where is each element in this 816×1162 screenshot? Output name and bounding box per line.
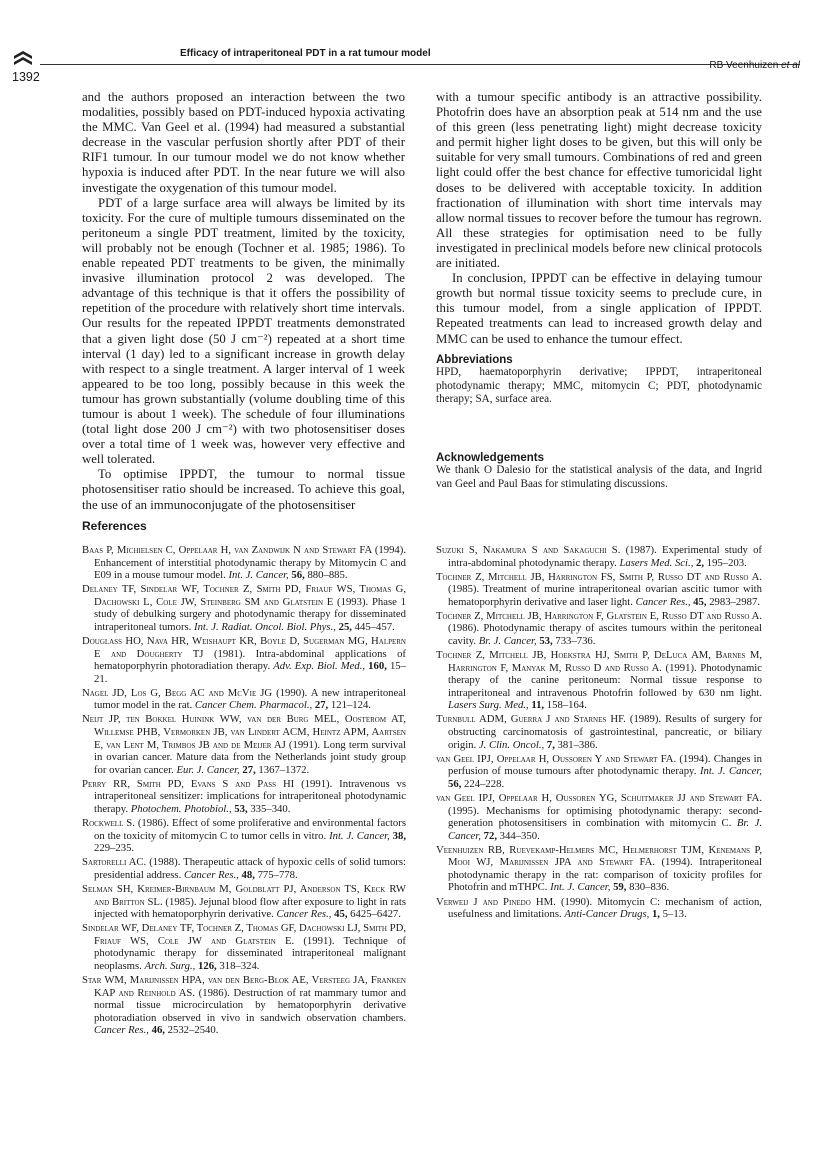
reference-journal: Int. J. Cancer, <box>550 881 611 894</box>
reference-authors: Sindelar WF, Delaney TF, Tochner Z, Thomas GF, Dachowski LJ, Smith PD, Friauf WS, Cole JW and Glatstein E. (1991). <box>82 922 406 947</box>
reference-journal: Adv. Exp. Biol. Med., <box>273 660 366 673</box>
reference-title: Intra-abdominal applications of hematoporphyrin photoradiation therapy. <box>94 647 406 673</box>
reference-pages: 381–386. <box>554 738 598 751</box>
reference-pages: 224–228. <box>461 777 505 790</box>
reference-journal: Int. J. Radiat. Oncol. Biol. Phys., <box>194 620 336 633</box>
reference-authors: Verweij J and Pinedo HM. (1990). <box>436 895 593 908</box>
reference-volume: 27, <box>312 699 329 712</box>
reference-entry <box>436 544 762 569</box>
reference-title: Effect of some proliferative and environmental factors on the toxicity of mitomycin C to tumor cells in vitro. <box>94 817 406 842</box>
reference-entry <box>82 883 406 921</box>
reference-pages: 5–13. <box>659 908 687 921</box>
reference-volume: 27, <box>239 763 256 776</box>
reference-authors: Rockwell S. (1986). <box>82 817 169 830</box>
reference-pages: 2983–2987. <box>706 595 760 608</box>
reference-entry <box>436 713 762 751</box>
reference-authors: Baas P, Michielsen C, Oppelaar H, van Zandwijk N and Stewart FA (1994). <box>82 544 406 556</box>
paragraph: PDT of a large surface area will always be limited by its toxicity. For the cure of multiple tumours disseminated on the peritoneum a single PDT treatment, limited by the toxicity, will probably not be enough (Tochner et al. 1985; 1986). To enable repeated PDT treatments to be given, the minimally invasive illumination protocol 2 was developed. The advantage of this technique is that it offers the possibility of repetition of the procedure with relatively short time intervals. Our results for the repeated IPPDT treatments demonstrated that a given light dose (50 J cm⁻²) repeated at a short time interval (1 day) led to a significant increase in growth delay with respect to a single treatment. A larger interval of 1 week appeared to be too long, possibly because in this week the tumour has grown substantially (volume doubling time of this tumour is about 1 week). The schedule of four illuminations (total light dose 200 J cm⁻²) with two photosensitiser doses over a total time of 1 week was, however very effective and well tolerated. <box>82 195 405 467</box>
reference-entry <box>436 844 762 894</box>
reference-pages: 318–324. <box>216 959 260 972</box>
reference-authors: Tochner Z, Mitchell JB, Hoekstra HJ, Smith P, DeLuca AM, Barnes M, Harrington F, Manyak M, Russo D and Russo A. (1991). <box>436 649 762 674</box>
reference-volume: 56, <box>448 777 462 790</box>
reference-title: Therapeutic attack of hypoxic cells of solid tumors: presidential address. <box>94 856 406 881</box>
reference-volume: 46, <box>148 1024 165 1037</box>
reference-journal: J. Clin. Oncol., <box>478 738 545 751</box>
reference-authors: Suzuki S, Nakamura S and Sakaguchi S. (1987). <box>436 544 657 556</box>
reference-volume: 72, <box>480 829 497 842</box>
reference-pages: 445–457. <box>351 620 395 633</box>
reference-journal: Cancer Res., <box>183 868 239 881</box>
reference-journal: Br. J. Cancer, <box>448 817 763 842</box>
reference-authors: Perry RR, Smith PD, Evans S and Pass HI (1991). <box>82 777 333 790</box>
reference-journal: Br. J. Cancer, <box>478 635 537 648</box>
reference-pages: 229–235. <box>94 842 135 855</box>
reference-pages: 733–736. <box>552 635 596 648</box>
reference-journal: Lasers Surg. Med., <box>448 699 529 712</box>
reference-volume: 48, <box>238 868 255 881</box>
reference-title: Experimental study of intra-abdominal photodynamic therapy. <box>448 544 762 569</box>
reference-entry <box>82 583 406 633</box>
paragraph: In conclusion, IPPDT can be effective in delaying tumour growth but normal tissue toxicity seems to preclude cure, in this tumour model, from a single application of IPPDT. Repeated treatments can lead to increased growth delay and MMC can be used to enhance the tumour effect. <box>436 271 762 346</box>
reference-title: Enhancement of interstitial photodynamic therapy by Mitomycin C and E09 in a mouse tumour model. <box>94 556 406 582</box>
reference-title: Destruction of rat mammary tumor and normal tissue microcirculation by hematoporphyrin derivative photoradiation observed in vivo in sandwich observation chambers. <box>94 986 406 1024</box>
reference-pages: 6425–6427. <box>347 908 401 921</box>
reference-pages: 195–203. <box>704 556 747 569</box>
reference-title: Results of surgery for obstructing carcinomatosis of gastrointestinal, pancreatic, or biliary origin. <box>448 713 763 751</box>
body-column-right <box>436 90 762 347</box>
reference-authors: Veenhuizen RB, Ruevekamp-Helmers MC, Helmerhorst TJM, Kenemans P, Mooi WJ, Marijnissen JPA and Stewart FA. (1994). <box>436 843 762 869</box>
reference-volume: 38, <box>389 829 406 842</box>
reference-title: Changes in perfusion of mouse tumours after photodynamic therapy. <box>448 752 762 778</box>
reference-authors: van Geel IPJ, Oppelaar H, Oussoren YG, Schuitmaker JJ and Stewart FA. (1995). <box>436 791 762 817</box>
reference-entry <box>436 571 762 609</box>
reference-title: Photodynamic therapy of the canine peritoneum: Normal tissue response to intraperitoneal and intravenous Photofrin followed by 630 nm light. <box>448 661 762 699</box>
reference-pages: 880–885. <box>304 569 348 582</box>
reference-volume: 25, <box>335 620 352 633</box>
reference-volume: 53, <box>536 635 553 648</box>
reference-title: Phase 1 study of debulking surgery and photodynamic therapy for disseminated intraperitoneal tumors. <box>94 595 406 633</box>
reference-volume: 1, <box>649 908 660 921</box>
reference-entry <box>82 922 406 972</box>
reference-title: Jejunal blood flow after exposure to light in rats injected with hematoporphyrin derivative. <box>94 895 407 921</box>
reference-entry <box>82 856 406 881</box>
reference-title: A new intraperitoneal tumor model in the rat. <box>94 686 406 712</box>
reference-title: Intraperitoneal photodynamic therapy in the rat: comparison of toxicity profiles for Photofrin and mTHPC. <box>448 856 762 894</box>
publisher-logo-icon <box>12 48 34 70</box>
paragraph: with a tumour specific antibody is an attractive possibility. Photofrin does have an absorption peak at 514 nm and the use of this green (less penetrating light) might decrease toxicity and permit higher light doses to be given, but this will only be suitable for very small tumours. Combinations of red and green light could offer the best chance for effective tumoricidal light doses to be delivered with acceptable toxicity. In addition fractionation of illumination with short time intervals may allow normal tissues to recover before the tumour has regrown. All these strategies for optimisation need to be fully investigated in preclinical models before new clinical protocols are initiated. <box>436 90 762 271</box>
reference-journal: Int. J. Cancer, <box>699 765 762 778</box>
reference-authors: Sartorelli AC. (1988). <box>82 856 181 869</box>
header-rule <box>40 64 800 65</box>
reference-journal: Cancer Res., <box>635 595 691 608</box>
acknowledgements-section <box>436 452 762 491</box>
reference-volume: 59, <box>610 881 627 894</box>
reference-pages: 344–350. <box>496 829 540 842</box>
reference-pages: 335–340. <box>247 802 291 815</box>
abbreviations-text: HPD, haematoporphyrin derivative; IPPDT, intraperitoneal photodynamic therapy; MMC, mitomycin C; PDT, photodynamic therapy; SA, surface area. <box>436 366 762 406</box>
running-title: Efficacy of intraperitoneal PDT in a rat tumour model <box>180 48 431 59</box>
acknowledgements-text: We thank O Dalesio for the statistical analysis of the data, and Ingrid van Geel and Paul Baas for stimulating discussions. <box>436 464 762 490</box>
reference-volume: 126, <box>195 959 217 972</box>
reference-entry <box>82 974 406 1037</box>
reference-entry <box>436 610 762 648</box>
reference-title: Mechanisms for optimising photodynamic therapy: second-generation photosensitisers in combination with mitomycin C. <box>448 804 762 830</box>
reference-volume: 160, <box>365 660 387 673</box>
reference-pages: 830–836. <box>626 881 670 894</box>
reference-journal: Arch. Surg., <box>144 959 196 972</box>
running-author <box>709 60 800 71</box>
reference-volume: 7, <box>544 738 555 751</box>
reference-title: Intravenous vs intraperitoneal sensitizer: implications for intraperitoneal photodynamic therapy. <box>94 777 406 815</box>
reference-volume: 56, <box>288 569 305 582</box>
reference-title: Long term survival in ovarian cancer. Mature data from the Netherlands joint study group for ovarian cancer. <box>94 738 407 776</box>
reference-entry <box>82 687 406 712</box>
reference-journal: Cancer Chem. Pharmacol., <box>194 699 313 712</box>
reference-title: Treatment of murine intraperitoneal ovarian ascitic tumor with hematoporphyrin derivative and laser light. <box>448 583 762 608</box>
reference-authors: van Geel IPJ, Oppelaar H, Oussoren Y and Stewart FA. (1994). <box>436 752 711 765</box>
body-column-left <box>82 90 405 513</box>
reference-journal: Cancer Res., <box>94 1024 149 1037</box>
references-column-left <box>82 544 406 1038</box>
reference-authors: Star WM, Marijnissen HPA, van den Berg-Blok AE, Versteeg JA, Franken KAP and Reinhold AS. (1986). <box>82 973 406 999</box>
reference-journal: Cancer Res., <box>276 908 332 921</box>
reference-journal: Eur. J. Cancer, <box>176 763 240 776</box>
reference-entry <box>436 896 762 921</box>
reference-authors: Delaney TF, Sindelar WF, Tochner Z, Smith PD, Friauf WS, Thomas G, Dachowski L, Cole JW, Steinberg SM and Glatstein E (1993). <box>82 583 406 608</box>
reference-volume: 53, <box>231 802 248 815</box>
reference-volume: 11, <box>528 699 545 712</box>
reference-title: Photodynamic therapy of ascites tumours within the peritoneal cavity. <box>448 622 762 648</box>
abbreviations-heading: Abbreviations <box>436 354 513 366</box>
reference-entry <box>82 817 406 855</box>
running-author-name: RB Veenhuizen <box>709 60 782 71</box>
reference-authors: Nagel JD, Los G, Begg AC and McVie JG (1990). <box>82 686 308 699</box>
abbreviations-section <box>436 354 762 407</box>
running-author-etal: et al <box>781 60 800 71</box>
reference-authors: Tochner Z, Mitchell JB, Harrington F, Glatstein E, Russo DT and Russo A. (1986). <box>436 609 762 635</box>
reference-pages: 775–778. <box>254 868 298 881</box>
reference-journal: Lasers Med. Sci., <box>619 556 694 569</box>
reference-authors: Neijt JP, ten Bokkel Huinink WW, van der Burg MEL, Oosterom AT, Willemse PHB, Vermorken JB, van Lindert ACM, Heintz APM, Aartsen E, van Lent M, Trimbos JB and de Meijer AJ (1991). <box>82 713 406 751</box>
reference-authors: Douglass HO, Nava HR, Weishaupt KR, Boyle D, Sugerman MG, Halpern E and Dougherty TJ (1981). <box>82 635 406 660</box>
reference-journal: Int. J. Cancer, <box>228 569 289 582</box>
reference-pages: 158–164. <box>544 699 587 712</box>
reference-title: Technique of photodynamic therapy for disseminated intraperitoneal malignant neoplasms. <box>94 934 406 972</box>
reference-authors: Selman SH, Kreimer-Birnbaum M, Goldblatt PJ, Anderson TS, Keck RW and Britton SL. (1985). <box>82 882 406 908</box>
reference-entry <box>82 713 406 776</box>
reference-entry <box>82 635 406 685</box>
reference-pages: 121–124. <box>328 699 371 712</box>
reference-authors: Tochner Z, Mitchell JB, Harrington FS, Smith P, Russo DT and Russo A. (1985). <box>436 570 762 596</box>
reference-pages: 2532–2540. <box>164 1024 219 1037</box>
reference-journal: Int. J. Cancer, <box>329 829 390 842</box>
reference-journal: Anti-Cancer Drugs, <box>564 908 650 921</box>
references-column-right <box>436 544 762 922</box>
paragraph: To optimise IPPDT, the tumour to normal tissue photosensitiser ratio should be increased. To achieve this goal, the use of an immunoconjugate of the photosensitiser <box>82 467 405 512</box>
reference-pages: 1367–1372. <box>255 763 310 776</box>
reference-entry <box>82 778 406 816</box>
reference-entry <box>436 649 762 712</box>
reference-authors: Turnbull ADM, Guerra J and Starnes HF. (1989). <box>436 713 662 726</box>
reference-volume: 2, <box>693 556 705 569</box>
references-heading: References <box>82 519 147 533</box>
reference-title: Mitomycin C: mechanism of action, usefulness and limitations. <box>448 895 762 921</box>
reference-entry <box>436 792 762 842</box>
paragraph: and the authors proposed an interaction between the two modalities, possibly based on PDT-induced hypoxia activating the MMC. Van Geel et al. (1994) had measured a substantial decrease in the vascular perfusion shortly after PDT of their RIF1 tumour. In our tumour model we do not know whether hypoxia is induced after PDT. In the near future we will also investigate the oxygenation of this tumour model. <box>82 90 405 195</box>
reference-journal: Photochem. Photobiol., <box>130 802 232 815</box>
acknowledgements-heading: Acknowledgements <box>436 452 544 464</box>
page-number: 1392 <box>12 70 40 84</box>
reference-entry <box>436 753 762 791</box>
reference-volume: 45, <box>690 595 707 608</box>
reference-volume: 45, <box>331 908 348 921</box>
reference-pages: 15–21. <box>94 660 406 685</box>
reference-entry <box>82 544 406 582</box>
